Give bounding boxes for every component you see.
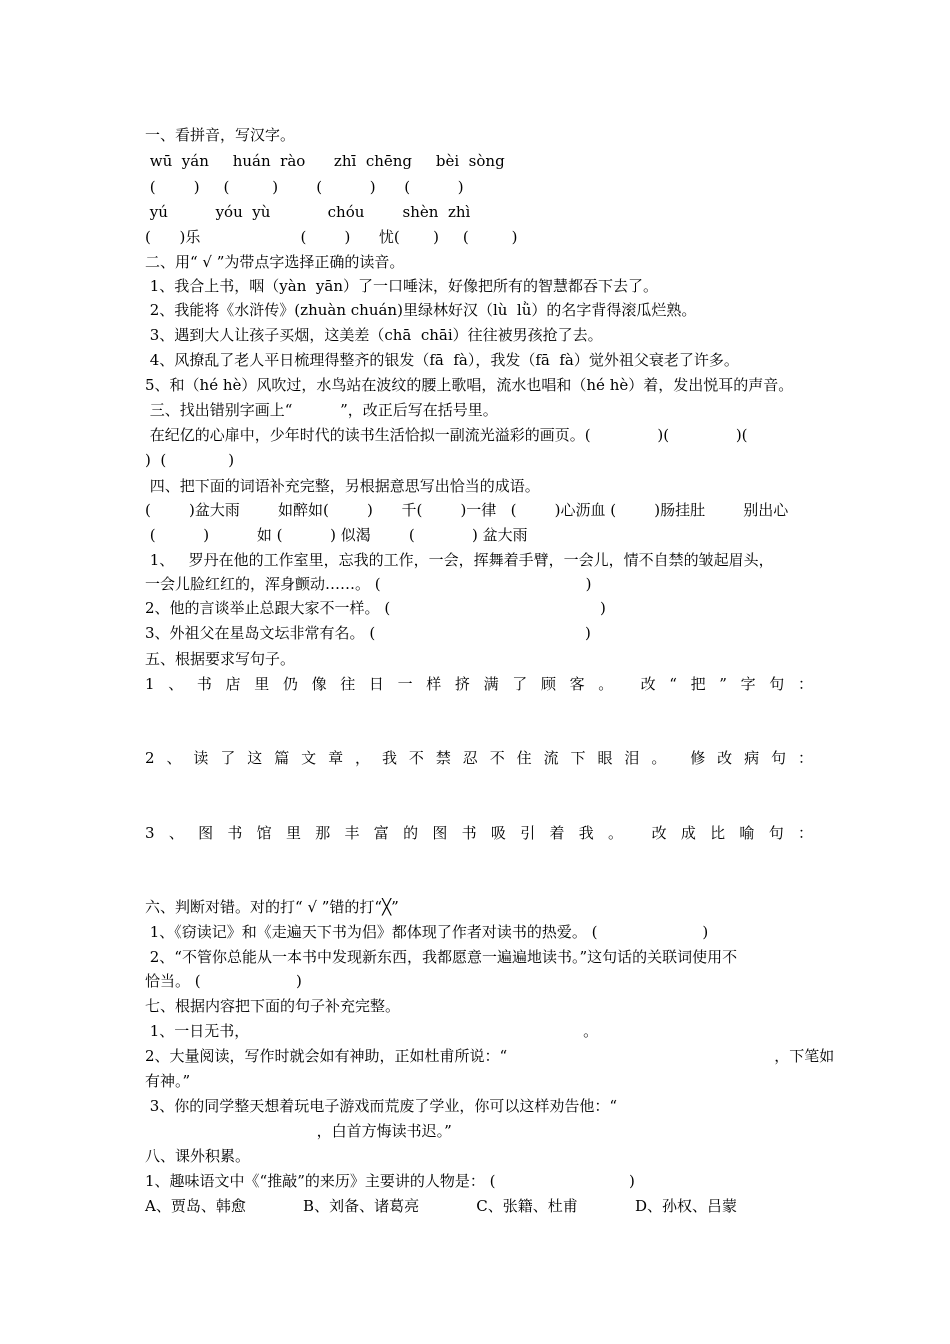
- section-5-q3: [145, 823, 813, 843]
- sentence-char: 。: [598, 675, 614, 693]
- sentence-char: 句: [771, 749, 787, 767]
- sentence-char: 句: [768, 824, 784, 842]
- section-4-q2: 2、他的言谈举止总跟大家不一样。 ( ): [145, 599, 606, 617]
- sentence-char: 、: [168, 675, 184, 693]
- sentence-char: 字: [740, 675, 756, 693]
- sentence-char: 书: [227, 824, 243, 842]
- sentence-char: 的: [403, 824, 419, 842]
- sentence-char: 住: [516, 749, 532, 767]
- sentence-char: 。: [608, 824, 624, 842]
- section-2-q1: 1、我合上书，咽（yàn yān）了一口唾沫，好像把所有的智慧都吞下去了。: [145, 277, 659, 295]
- sentence-char: 像: [311, 675, 327, 693]
- section-8-title: 八、课外积累。: [145, 1147, 251, 1165]
- section-8-options: A、贾岛、韩愈 B、刘备、诸葛亮 C、张籍、杜甫 D、孙权、吕蒙: [145, 1197, 738, 1215]
- sentence-char: 样: [426, 675, 442, 693]
- sentence-char: 里: [254, 675, 270, 693]
- sentence-char: 往: [340, 675, 356, 693]
- sentence-char: 挤: [454, 675, 470, 693]
- pinyin-row-2: yú yóu yù chóu shèn zhì: [145, 203, 471, 221]
- sentence-char: 这: [247, 749, 263, 767]
- sentence-char: 喻: [739, 824, 755, 842]
- section-4-q3: 3、外祖父在星岛文坛非常有名。 ( ): [145, 624, 591, 642]
- section-4-q1-line-1: 1、 罗丹在他的工作室里，忘我的工作，一会，挥舞着手臂，一会儿，情不自禁的皱起眉头，: [145, 551, 774, 569]
- sentence-char: 店: [225, 675, 241, 693]
- sentence-char: 比: [710, 824, 726, 842]
- idiom-row-1: ( )盆大雨 如醉如( ) 千( )一律 ( )心沥血 ( )肠挂肚 别出心: [145, 501, 789, 519]
- sentence-char: 客: [569, 675, 585, 693]
- section-2-q2: 2、我能将《水浒传》(zhuàn chuán)里绿林好汉（lù lǜ）的名字背得滚瓜烂熟。: [145, 301, 697, 319]
- section-2-title: 二、用“ √ ”为带点字选择正确的读音。: [145, 253, 405, 271]
- sentence-char: 禁: [435, 749, 451, 767]
- sentence-char: 日: [368, 675, 384, 693]
- sentence-char: 我: [578, 824, 594, 842]
- idiom-row-2: ( ) 如 ( ) 似渴 ( ) 盆大雨: [145, 526, 528, 544]
- sentence-char: 读: [193, 749, 209, 767]
- sentence-char: 了: [220, 749, 236, 767]
- sentence-char: 下: [570, 749, 586, 767]
- sentence-char: 不: [408, 749, 424, 767]
- sentence-char: 满: [483, 675, 499, 693]
- sentence-char: 成: [680, 824, 696, 842]
- sentence-char: 、: [168, 824, 184, 842]
- sentence-char: 富: [373, 824, 389, 842]
- sentence-char: ，: [355, 749, 371, 767]
- sentence-char: 句: [769, 675, 785, 693]
- section-1-title: 一、看拼音，写汉字。: [145, 126, 296, 144]
- sentence-char: 3: [145, 824, 155, 842]
- sentence-char: ：: [797, 675, 813, 693]
- sentence-char: 改: [717, 749, 733, 767]
- sentence-char: 了: [512, 675, 528, 693]
- section-7-q2-line-2: 有神。”: [145, 1072, 191, 1090]
- sentence-char: 章: [328, 749, 344, 767]
- sentence-char: 馆: [256, 824, 272, 842]
- sentence-char: 图: [198, 824, 214, 842]
- section-6-q2-line-1: 2、“不管你总能从一本书中发现新东西，我都愿意一遍遍地读书。”这句话的关联词使用不: [145, 948, 738, 966]
- sentence-char: 1: [145, 675, 155, 693]
- section-2-q5: 5、和（hé hè）风吹过，水鸟站在波纹的腰上歌唱，流水也唱和（hé hè）着，发出悦耳的声音。: [145, 376, 794, 394]
- sentence-char: “: [669, 675, 677, 693]
- sentence-char: 那: [315, 824, 331, 842]
- section-3-line-2: ) ( ): [145, 451, 235, 469]
- sentence-char: ：: [797, 824, 813, 842]
- section-8-q1: 1、趣味语文中《“推敲”的来历》主要讲的人物是： ( ): [145, 1172, 635, 1190]
- sentence-char: 书: [196, 675, 212, 693]
- sentence-char: 2: [145, 749, 155, 767]
- sentence-char: 修: [690, 749, 706, 767]
- section-3-title: 三、找出错别字画上“ ”，改正后写在括号里。: [145, 401, 498, 419]
- sentence-char: 书: [461, 824, 477, 842]
- sentence-char: 改: [651, 824, 667, 842]
- blank-row-1: ( ) ( ) ( ) ( ): [145, 178, 464, 196]
- sentence-char: 把: [690, 675, 706, 693]
- section-4-title: 四、把下面的词语补充完整，另根据意思写出恰当的成语。: [145, 477, 540, 495]
- sentence-char: 不: [489, 749, 505, 767]
- section-7-q3-line-1: 3、你的同学整天想着玩电子游戏而荒废了学业，你可以这样劝告他：“: [145, 1097, 617, 1115]
- section-7-title: 七、根据内容把下面的句子补充完整。: [145, 997, 401, 1015]
- section-7-q3-line-2: ，白首方悔读书迟。”: [145, 1122, 452, 1140]
- sentence-char: 文: [301, 749, 317, 767]
- section-5-q1: [145, 674, 813, 694]
- sentence-char: 流: [543, 749, 559, 767]
- section-2-q3: 3、遇到大人让孩子买烟，这美差（chā chāi）往往被男孩抢了去。: [145, 326, 603, 344]
- sentence-char: 病: [744, 749, 760, 767]
- sentence-char: 我: [381, 749, 397, 767]
- sentence-char: 吸: [490, 824, 506, 842]
- sentence-char: 图: [432, 824, 448, 842]
- sentence-char: ：: [797, 749, 813, 767]
- section-3-line-1: 在纪亿的心扉中，少年时代的读书生活恰拟一副流光溢彩的画页。( )( )(: [145, 426, 748, 444]
- section-6-title: 六、判断对错。对的打“ √ ”错的打“╳”: [145, 898, 399, 916]
- section-6-q2-line-2: 恰当。 ( ): [145, 972, 302, 990]
- sentence-char: 。: [651, 749, 667, 767]
- sentence-char: 丰: [344, 824, 360, 842]
- sentence-char: 引: [520, 824, 536, 842]
- section-4-q1-line-2: 一会儿脸红红的，浑身颤动……。 ( ): [145, 575, 592, 593]
- sentence-char: 泪: [624, 749, 640, 767]
- sentence-char: 顾: [540, 675, 556, 693]
- sentence-char: 改: [640, 675, 656, 693]
- section-6-q1: 1、《窃读记》和《走遍天下书为侣》都体现了作者对读书的热爱。 ( ): [145, 923, 709, 941]
- pinyin-row-1: wū yán huán rào zhī chēng bèi sòng: [145, 152, 505, 170]
- sentence-char: ”: [719, 675, 727, 693]
- blank-row-2: ( )乐 ( ) 忧( ) ( ): [145, 228, 518, 246]
- section-5-title: 五、根据要求写句子。: [145, 650, 296, 668]
- sentence-char: 仍: [282, 675, 298, 693]
- section-7-q1: 1、一日无书， 。: [145, 1022, 599, 1040]
- sentence-char: 着: [549, 824, 565, 842]
- sentence-char: 忍: [462, 749, 478, 767]
- sentence-char: 篇: [274, 749, 290, 767]
- section-7-q2-line-1: 2、大量阅读，写作时就会如有神助，正如杜甫所说：“ ，下笔如: [145, 1047, 835, 1065]
- section-5-q2: [145, 748, 813, 768]
- sentence-char: 眼: [597, 749, 613, 767]
- sentence-char: 里: [285, 824, 301, 842]
- section-2-q4: 4、风撩乱了老人平日梳理得整齐的银发（fā fà），我发（fā fà）觉外祖父衰老了许多。: [145, 351, 739, 369]
- sentence-char: 一: [397, 675, 413, 693]
- sentence-char: 、: [166, 749, 182, 767]
